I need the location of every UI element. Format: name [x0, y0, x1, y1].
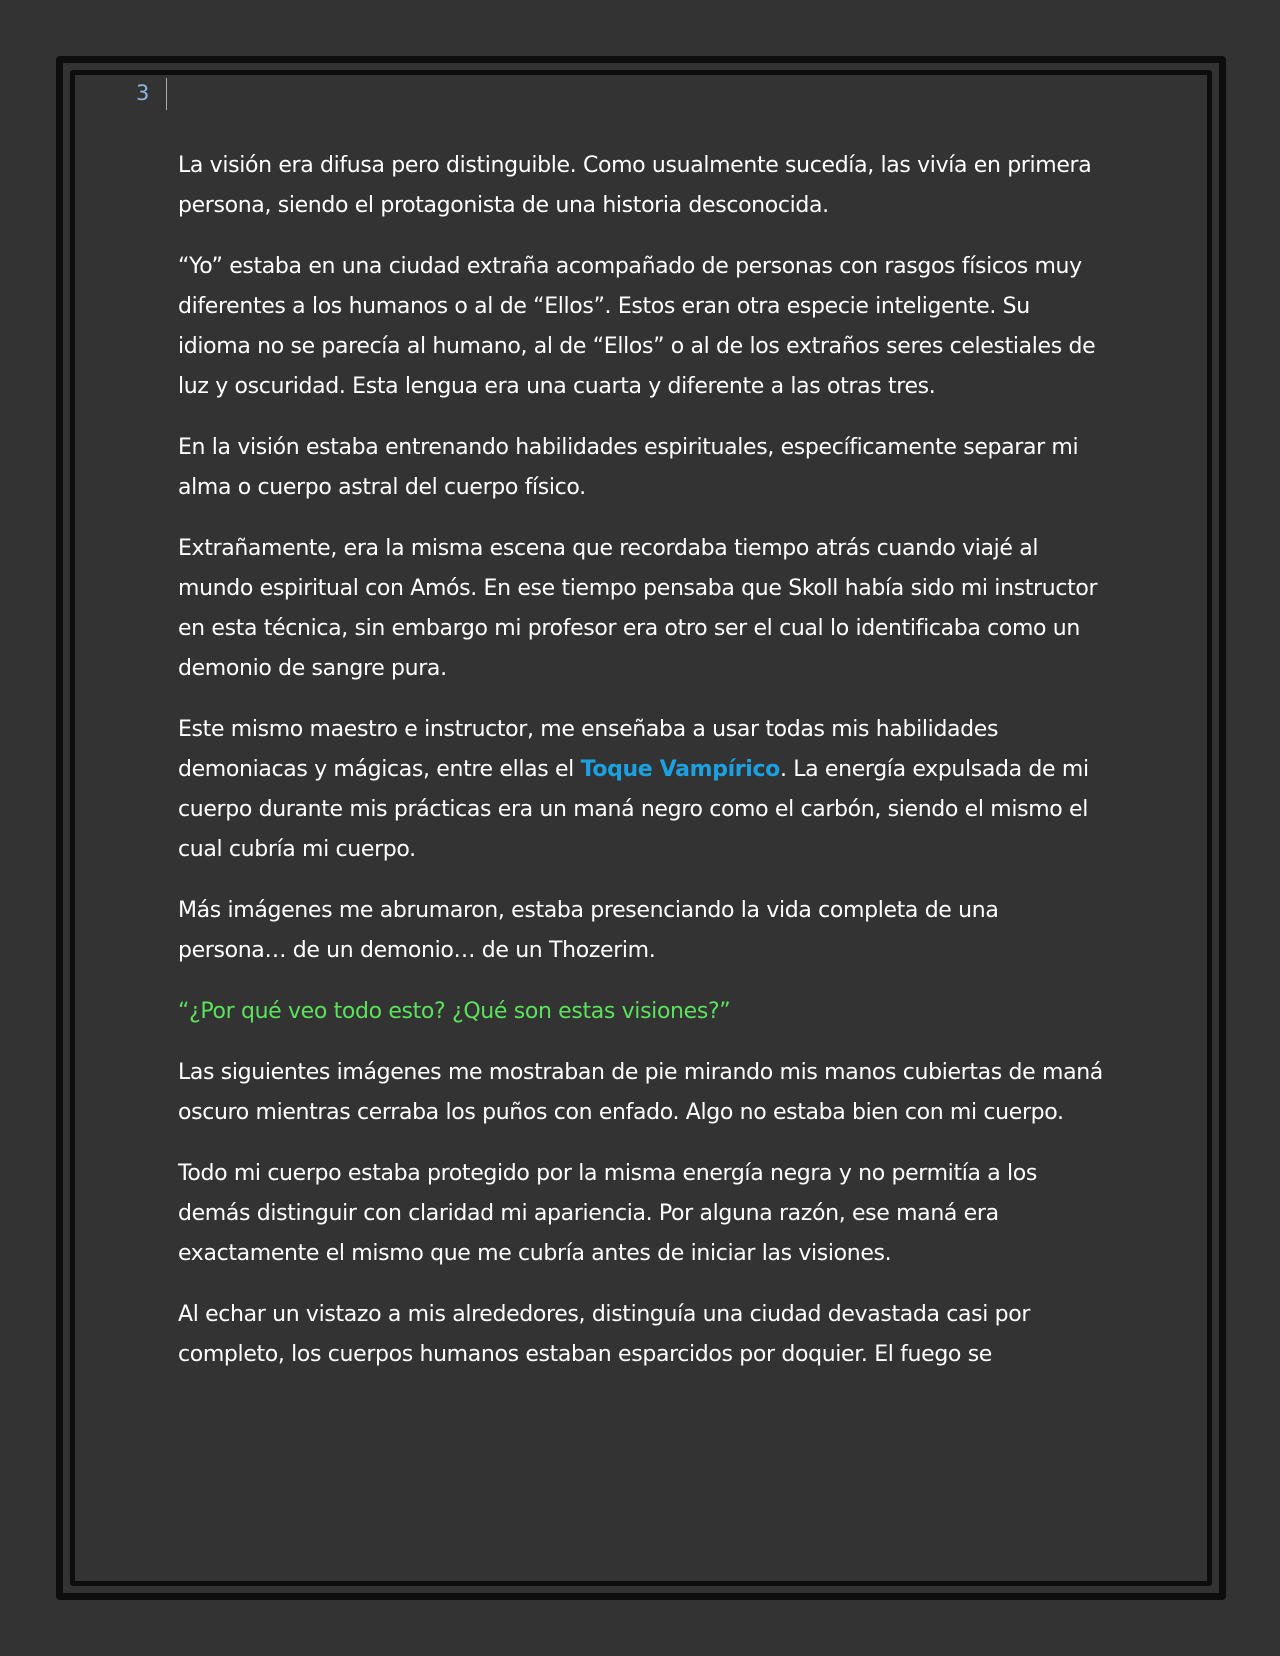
- paragraph-2: “Yo” estaba en una ciudad extraña acompañado de personas con rasgos físicos muy diferentes a los humanos o al de “Ellos”. Estos eran otra especie inteligente. Su idioma no se parecía al humano, al de “Ellos” o al de los extraños seres celestiales de luz y oscuridad. Esta lengua era una cuarta y diferente a las otras tres.: [178, 254, 1096, 399]
- spell-name-highlight: Toque Vampírico: [580, 757, 780, 782]
- paragraph-5-after: . La energía expulsada de mi cuerpo durante mis prácticas era un maná negro como el carbón, siendo el mismo el cual cubría mi cuerpo.: [178, 757, 1089, 862]
- paragraph-5-before: Este mismo maestro e instructor, me enseñaba a usar todas mis habilidades demoniacas y mágicas, entre ellas el: [178, 717, 999, 782]
- paragraph-1: La visión era difusa pero distinguible. Como usualmente sucedía, las vivía en primera persona, siendo el protagonista de una historia desconocida.: [178, 153, 1092, 218]
- paragraph-10: Al echar un vistazo a mis alrededores, distinguía una ciudad devastada casi por completo, los cuerpos humanos estaban esparcidos por doquier. El fuego se: [178, 1302, 1031, 1367]
- paragraph-4: Extrañamente, era la misma escena que recordaba tiempo atrás cuando viajé al mundo espiritual con Amós. En ese tiempo pensaba que Skoll había sido mi instructor en esta técnica, sin embargo mi profesor era otro ser el cual lo identificaba como un demonio de sangre pura.: [178, 536, 1098, 681]
- paragraph-3: En la visión estaba entrenando habilidades espirituales, específicamente separar mi alma o cuerpo astral del cuerpo físico.: [178, 435, 1079, 500]
- paragraph-5: [178, 710, 1108, 870]
- story-text: [178, 146, 1108, 1396]
- inner-thought: “¿Por qué veo todo esto? ¿Qué son estas visiones?”: [178, 999, 731, 1024]
- paragraph-9: Todo mi cuerpo estaba protegido por la misma energía negra y no permitía a los demás distinguir con claridad mi apariencia. Por alguna razón, ese maná era exactamente el mismo que me cubría antes de iniciar las visiones.: [178, 1161, 1038, 1266]
- page-number-divider: [166, 78, 167, 110]
- paragraph-8: Las siguientes imágenes me mostraban de pie mirando mis manos cubiertas de maná oscuro mientras cerraba los puños con enfado. Algo no estaba bien con mi cuerpo.: [178, 1060, 1103, 1125]
- paragraph-6: Más imágenes me abrumaron, estaba presenciando la vida completa de una persona… de un demonio… de un Thozerim.: [178, 898, 999, 963]
- page-number: 3: [136, 81, 150, 105]
